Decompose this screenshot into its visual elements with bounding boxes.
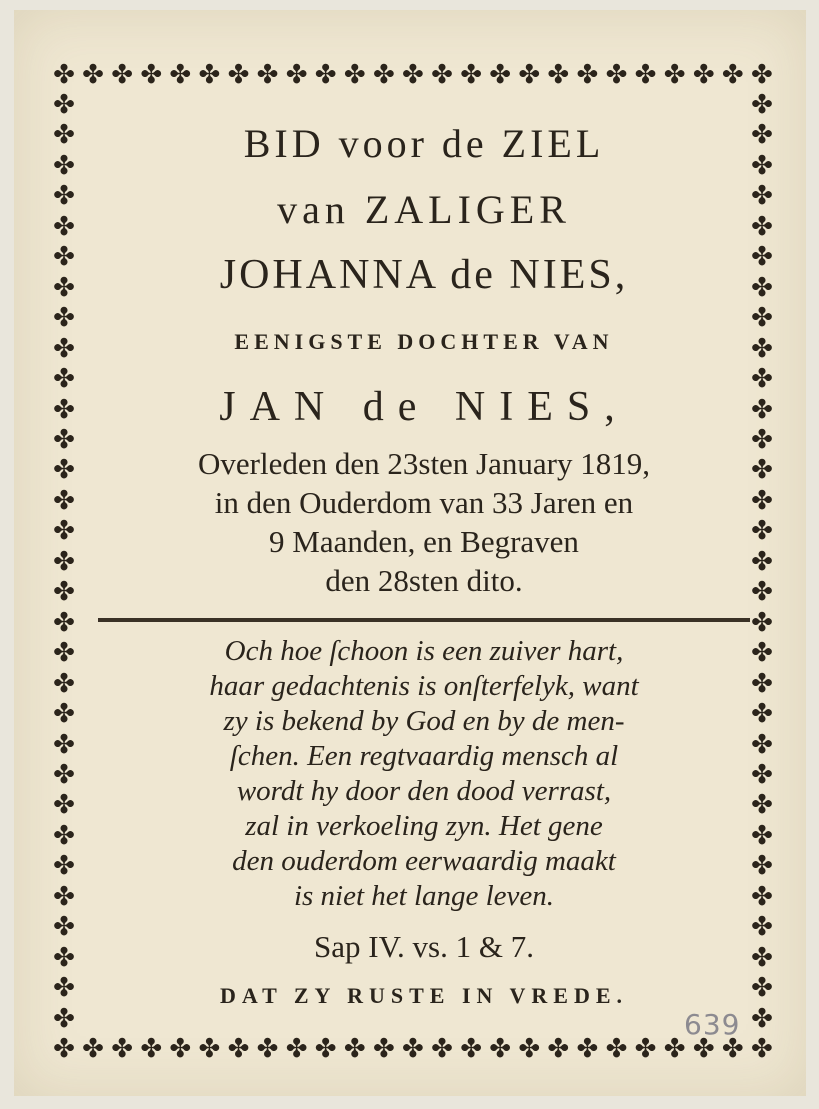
fleuron-ornament-icon: ✤ xyxy=(750,1034,773,1064)
fleuron-ornament-icon: ✤ xyxy=(663,60,686,90)
death-line: Overleden den 23sten January 1819, xyxy=(198,446,650,481)
fleuron-ornament-icon: ✤ xyxy=(460,60,482,90)
fleuron-ornament-icon: ✤ xyxy=(751,516,773,547)
fleuron-ornament-icon: ✤ xyxy=(576,60,599,90)
fleuron-ornament-icon: ✤ xyxy=(53,1034,75,1064)
fleuron-ornament-icon: ✤ xyxy=(53,364,75,395)
fleuron-ornament-icon: ✤ xyxy=(751,759,773,790)
fleuron-ornament-icon: ✤ xyxy=(751,150,773,181)
fleuron-ornament-icon: ✤ xyxy=(431,60,453,90)
card-text xyxy=(96,106,752,1046)
fleuron-ornament-icon: ✤ xyxy=(751,394,773,425)
verse-line: zy is bekend by God en by de men- xyxy=(223,705,625,737)
fleuron-ornament-icon: ✤ xyxy=(751,790,773,821)
fleuron-ornament-icon: ✤ xyxy=(53,120,75,151)
death-line: in den Ouderdom van 33 Jaren en xyxy=(214,485,634,520)
fleuron-ornament-icon: ✤ xyxy=(53,881,75,912)
fleuron-ornament-icon: ✤ xyxy=(751,881,773,912)
fleuron-ornament-icon: ✤ xyxy=(751,485,773,516)
fleuron-ornament-icon: ✤ xyxy=(547,1034,570,1064)
fleuron-ornament-icon: ✤ xyxy=(227,60,250,90)
fleuron-ornament-icon: ✤ xyxy=(53,577,75,608)
fleuron-ornament-icon: ✤ xyxy=(53,242,75,273)
scripture-reference: Sap IV. vs. 1 & 7. xyxy=(314,929,534,964)
heading-pray-for-soul: BID voor de ZIEL xyxy=(243,121,605,166)
fleuron-ornament-icon: ✤ xyxy=(751,333,773,364)
fleuron-ornament-icon: ✤ xyxy=(721,1034,744,1064)
memorial-card xyxy=(14,10,806,1096)
fleuron-ornament-icon: ✤ xyxy=(721,60,744,90)
death-line: den 28sten dito. xyxy=(325,563,523,598)
fleuron-ornament-icon: ✤ xyxy=(53,181,75,212)
pencil-inventory-number: 639 xyxy=(684,1008,741,1041)
fleuron-ornament-icon: ✤ xyxy=(53,790,75,821)
fleuron-ornament-icon: ✤ xyxy=(751,942,773,973)
fleuron-ornament-icon: ✤ xyxy=(53,333,75,364)
border-right xyxy=(748,92,776,1032)
fleuron-ornament-icon: ✤ xyxy=(53,272,75,303)
fleuron-ornament-icon: ✤ xyxy=(140,1034,163,1064)
fleuron-ornament-icon: ✤ xyxy=(82,60,104,90)
fleuron-ornament-icon: ✤ xyxy=(53,942,75,973)
fleuron-ornament-icon: ✤ xyxy=(227,1034,250,1064)
fleuron-ornament-icon: ✤ xyxy=(605,1034,628,1064)
heading-of-blessed: van ZALIGER xyxy=(277,187,571,232)
fleuron-ornament-icon: ✤ xyxy=(53,851,75,882)
fleuron-ornament-icon: ✤ xyxy=(751,638,773,669)
fleuron-ornament-icon: ✤ xyxy=(692,60,715,90)
fleuron-ornament-icon: ✤ xyxy=(53,303,75,334)
fleuron-ornament-icon: ✤ xyxy=(53,1003,75,1034)
fleuron-ornament-icon: ✤ xyxy=(751,577,773,608)
fleuron-ornament-icon: ✤ xyxy=(489,60,512,90)
father-name: JAN de NIES, xyxy=(219,384,629,430)
fleuron-ornament-icon: ✤ xyxy=(256,1034,279,1064)
fleuron-ornament-icon: ✤ xyxy=(751,242,773,273)
fleuron-ornament-icon: ✤ xyxy=(53,638,75,669)
fleuron-ornament-icon: ✤ xyxy=(460,1034,482,1064)
fleuron-ornament-icon: ✤ xyxy=(53,699,75,730)
verse-line: haar gedachtenis is onſterfelyk, want xyxy=(209,670,639,702)
fleuron-ornament-icon: ✤ xyxy=(489,1034,512,1064)
fleuron-ornament-icon: ✤ xyxy=(751,607,773,638)
fleuron-ornament-icon: ✤ xyxy=(751,364,773,395)
verse-line: zal in verkoeling zyn. Het gene xyxy=(245,810,603,842)
fleuron-ornament-icon: ✤ xyxy=(111,1034,134,1064)
fleuron-ornament-icon: ✤ xyxy=(82,1034,104,1064)
fleuron-ornament-icon: ✤ xyxy=(751,912,773,943)
fleuron-ornament-icon: ✤ xyxy=(751,1003,773,1034)
fleuron-ornament-icon: ✤ xyxy=(53,90,75,120)
fleuron-ornament-icon: ✤ xyxy=(53,546,75,577)
fleuron-ornament-icon: ✤ xyxy=(53,759,75,790)
verse-line: wordt hy door den dood verrast, xyxy=(236,775,612,807)
fleuron-ornament-icon: ✤ xyxy=(198,60,221,90)
fleuron-ornament-icon: ✤ xyxy=(605,60,628,90)
fleuron-ornament-icon: ✤ xyxy=(53,60,75,90)
fleuron-ornament-icon: ✤ xyxy=(547,60,570,90)
fleuron-ornament-icon: ✤ xyxy=(751,546,773,577)
fleuron-ornament-icon: ✤ xyxy=(692,1034,715,1064)
death-details xyxy=(96,444,752,600)
fleuron-ornament-icon: ✤ xyxy=(53,668,75,699)
fleuron-ornament-icon: ✤ xyxy=(634,1034,657,1064)
fleuron-ornament-icon: ✤ xyxy=(751,272,773,303)
fleuron-ornament-icon: ✤ xyxy=(285,60,308,90)
border-left xyxy=(50,92,78,1032)
fleuron-ornament-icon: ✤ xyxy=(576,1034,599,1064)
fleuron-ornament-icon: ✤ xyxy=(314,60,337,90)
fleuron-ornament-icon: ✤ xyxy=(53,424,75,455)
fleuron-ornament-icon: ✤ xyxy=(372,60,395,90)
fleuron-ornament-icon: ✤ xyxy=(343,1034,366,1064)
border-top xyxy=(50,62,776,88)
fleuron-ornament-icon: ✤ xyxy=(53,150,75,181)
fleuron-ornament-icon: ✤ xyxy=(343,60,366,90)
fleuron-ornament-icon: ✤ xyxy=(634,60,657,90)
fleuron-ornament-icon: ✤ xyxy=(53,973,75,1004)
fleuron-ornament-icon: ✤ xyxy=(751,851,773,882)
fleuron-ornament-icon: ✤ xyxy=(751,424,773,455)
fleuron-ornament-icon: ✤ xyxy=(53,729,75,760)
fleuron-ornament-icon: ✤ xyxy=(198,1034,221,1064)
fleuron-ornament-icon: ✤ xyxy=(751,211,773,242)
fleuron-ornament-icon: ✤ xyxy=(53,394,75,425)
fleuron-ornament-icon: ✤ xyxy=(53,485,75,516)
fleuron-ornament-icon: ✤ xyxy=(53,912,75,943)
fleuron-ornament-icon: ✤ xyxy=(169,60,192,90)
fleuron-ornament-icon: ✤ xyxy=(751,668,773,699)
fleuron-ornament-icon: ✤ xyxy=(751,181,773,212)
fleuron-ornament-icon: ✤ xyxy=(751,455,773,486)
fleuron-ornament-icon: ✤ xyxy=(751,90,773,120)
fleuron-ornament-icon: ✤ xyxy=(53,820,75,851)
fleuron-ornament-icon: ✤ xyxy=(751,973,773,1004)
fleuron-ornament-icon: ✤ xyxy=(53,607,75,638)
fleuron-ornament-icon: ✤ xyxy=(53,211,75,242)
fleuron-ornament-icon: ✤ xyxy=(256,60,279,90)
fleuron-ornament-icon: ✤ xyxy=(402,1034,424,1064)
fleuron-ornament-icon: ✤ xyxy=(751,120,773,151)
fleuron-ornament-icon: ✤ xyxy=(663,1034,686,1064)
fleuron-ornament-icon: ✤ xyxy=(750,60,773,90)
fleuron-ornament-icon: ✤ xyxy=(169,1034,192,1064)
fleuron-ornament-icon: ✤ xyxy=(285,1034,308,1064)
death-line: 9 Maanden, en Begraven xyxy=(269,524,579,559)
verse-line: Och hoe ſchoon is een zuiver hart, xyxy=(224,635,624,667)
fleuron-ornament-icon: ✤ xyxy=(111,60,134,90)
fleuron-ornament-icon: ✤ xyxy=(402,60,424,90)
deceased-name: JOHANNA de NIES, xyxy=(219,252,629,298)
verse-text xyxy=(96,634,752,914)
fleuron-ornament-icon: ✤ xyxy=(751,820,773,851)
fleuron-ornament-icon: ✤ xyxy=(751,729,773,760)
fleuron-ornament-icon: ✤ xyxy=(53,455,75,486)
fleuron-ornament-icon: ✤ xyxy=(53,516,75,547)
fleuron-ornament-icon: ✤ xyxy=(140,60,163,90)
only-daughter-of: EENIGSTE DOCHTER VAN xyxy=(234,329,614,354)
fleuron-ornament-icon: ✤ xyxy=(372,1034,395,1064)
fleuron-ornament-icon: ✤ xyxy=(518,60,541,90)
fleuron-ornament-icon: ✤ xyxy=(518,1034,541,1064)
divider-rule xyxy=(98,618,750,622)
rest-in-peace: DAT ZY RUSTE IN VREDE. xyxy=(219,983,629,1008)
verse-line: is niet het lange leven. xyxy=(293,880,555,912)
fleuron-ornament-icon: ✤ xyxy=(431,1034,453,1064)
verse-line: den ouderdom eerwaardig maakt xyxy=(232,845,616,877)
fleuron-ornament-icon: ✤ xyxy=(314,1034,337,1064)
verse-line: ſchen. Een regtvaardig mensch al xyxy=(229,740,619,772)
fleuron-ornament-icon: ✤ xyxy=(751,699,773,730)
fleuron-ornament-icon: ✤ xyxy=(751,303,773,334)
